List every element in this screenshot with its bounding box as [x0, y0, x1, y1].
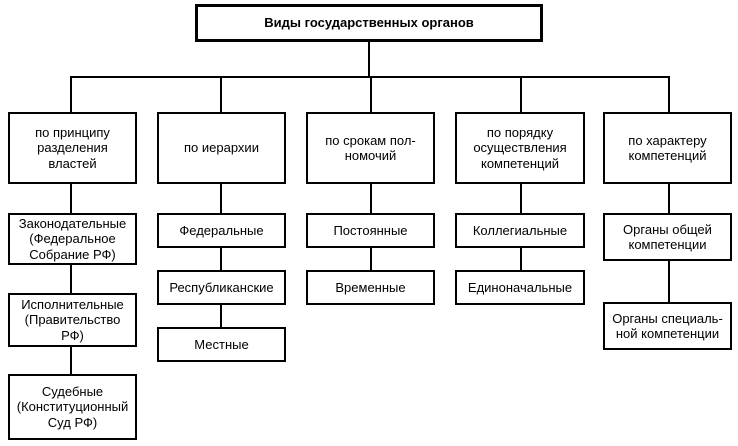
connector-c5-l2	[668, 261, 670, 302]
leaf-label-4-2: Единоначальные	[467, 279, 573, 295]
category-label-2: по иерархии	[184, 140, 259, 156]
category-node-1	[8, 112, 137, 184]
category-node-2	[157, 112, 286, 184]
leaf-label-3-1: Постоянные	[333, 222, 408, 238]
category-node-5	[603, 112, 732, 184]
connector-c3-l1	[370, 184, 372, 213]
connector-c1-l1	[70, 184, 72, 213]
leaf-label-2-3: Местные	[194, 336, 249, 352]
leaf-node-5-2	[603, 302, 732, 350]
connector-drop-3	[370, 76, 372, 112]
leaf-node-4-2	[455, 270, 585, 305]
leaf-label-1-1: Законодательные (Федеральное Собрание РФ)	[18, 216, 127, 262]
category-label-4: по порядку осуществления компетенций	[473, 125, 567, 171]
category-label-5: по характеру компетенций	[628, 132, 707, 163]
leaf-node-3-1	[306, 213, 435, 248]
connector-c1-l2	[70, 265, 72, 293]
leaf-node-2-2	[157, 270, 286, 305]
connector-drop-1	[70, 76, 72, 112]
leaf-node-4-1	[455, 213, 585, 248]
category-label-3: по срокам пол-номочий	[325, 132, 416, 163]
leaf-node-2-1	[157, 213, 286, 248]
connector-c2-l2	[220, 248, 222, 270]
leaf-node-1-3	[8, 374, 137, 440]
connector-c5-l1	[668, 184, 670, 213]
connector-drop-4	[520, 76, 522, 112]
leaf-label-3-2: Временные	[335, 279, 406, 295]
leaf-label-1-3: Судебные (Конституционный Суд РФ)	[16, 384, 129, 430]
leaf-node-2-3	[157, 327, 286, 362]
connector-c3-l2	[370, 248, 372, 270]
leaf-label-5-2: Органы специаль-ной компетенции	[612, 310, 723, 341]
connector-c4-l1	[520, 184, 522, 213]
connector-drop-2	[220, 76, 222, 112]
connector-c2-l1	[220, 184, 222, 213]
category-node-4	[455, 112, 585, 184]
category-node-3	[306, 112, 435, 184]
leaf-label-1-2: Исполнительные (Правительство РФ)	[21, 297, 124, 343]
leaf-node-1-1	[8, 213, 137, 265]
leaf-label-2-2: Республиканские	[169, 279, 274, 295]
connector-c4-l2	[520, 248, 522, 270]
connector-drop-5	[668, 76, 670, 112]
diagram-root-node	[195, 4, 543, 42]
connector-root-stem	[368, 42, 370, 76]
leaf-node-3-2	[306, 270, 435, 305]
leaf-label-2-1: Федеральные	[179, 222, 264, 238]
leaf-label-5-1: Органы общей компетенции	[623, 221, 712, 252]
diagram-root-label: Виды государственных органов	[264, 15, 474, 31]
category-label-1: по принципу разделения властей	[35, 125, 110, 171]
connector-c1-l3	[70, 347, 72, 374]
leaf-label-4-1: Коллегиальные	[472, 222, 568, 238]
connector-c2-l3	[220, 305, 222, 327]
leaf-node-5-1	[603, 213, 732, 261]
leaf-node-1-2	[8, 293, 137, 347]
